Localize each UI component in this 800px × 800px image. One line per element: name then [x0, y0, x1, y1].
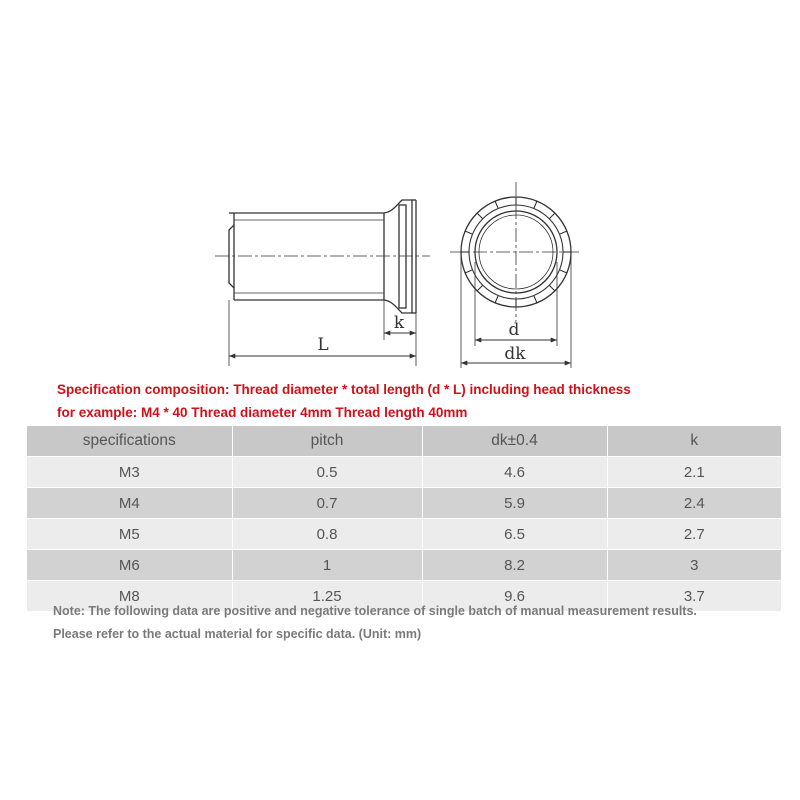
cell-k: 2.4: [683, 494, 705, 512]
cell-spec: M3: [27, 457, 232, 488]
cell-dk: 5.9: [422, 488, 607, 519]
cell-pitch: 0.5: [232, 457, 422, 488]
cell-k: 3.7: [683, 587, 705, 605]
cell-k: 3: [690, 556, 699, 574]
table-row: [27, 519, 781, 550]
note-line-unit: Please refer to the actual material for specific data. (Unit: mm): [53, 627, 422, 641]
cell-dk: 9.6: [422, 581, 607, 612]
header-pitch: pitch: [232, 426, 422, 457]
end-view: [450, 182, 582, 368]
header-k: k: [690, 432, 699, 449]
spec-table: [27, 426, 781, 611]
cell-dk: 4.6: [422, 457, 607, 488]
note-line-tolerance: Note: The following data are positive and negative tolerance of single batch of manual measurement results.: [53, 604, 697, 618]
technical-drawing: [0, 0, 800, 380]
cell-spec: M5: [27, 519, 232, 550]
label-d: d: [508, 320, 520, 340]
cell-spec: M4: [27, 488, 232, 519]
table-header-row: [27, 426, 781, 457]
cell-pitch: 0.8: [232, 519, 422, 550]
cell-dk: 6.5: [422, 519, 607, 550]
cell-dk: 8.2: [422, 550, 607, 581]
cell-pitch: 1.25: [232, 581, 422, 612]
cell-pitch: 1: [232, 550, 422, 581]
cell-k: 2.1: [683, 463, 705, 481]
table-row: [27, 488, 781, 519]
cell-k: 2.7: [683, 525, 705, 543]
spec-composition-line: Specification composition: Thread diameter * total length (d * L) including head thickness: [57, 382, 631, 397]
label-dk: dk: [504, 344, 526, 364]
header-dk: dk±0.4: [422, 426, 607, 457]
cell-pitch: 0.7: [232, 488, 422, 519]
label-L: L: [317, 335, 329, 355]
cell-spec: M8: [27, 581, 232, 612]
table-row: [27, 457, 781, 488]
header-specifications: specifications: [27, 426, 232, 457]
table-row: [27, 550, 781, 581]
label-k: k: [393, 313, 405, 333]
spec-example-line: for example: M4 * 40 Thread diameter 4mm Thread length 40mm: [57, 405, 468, 420]
cell-spec: M6: [27, 550, 232, 581]
